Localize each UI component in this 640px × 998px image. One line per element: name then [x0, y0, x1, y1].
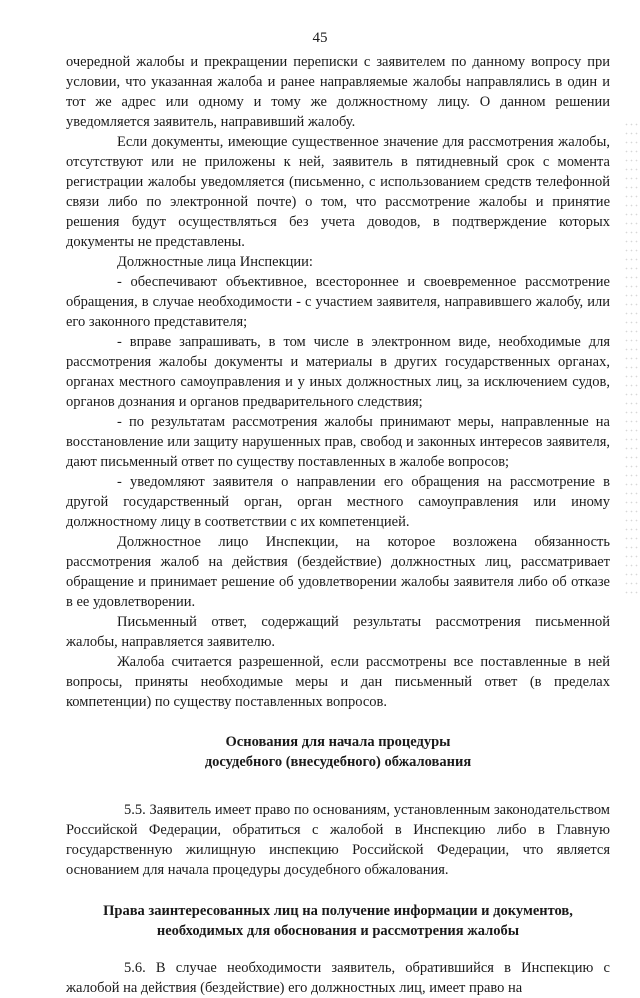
page-number: 45: [312, 30, 328, 46]
scan-noise: [624, 120, 638, 600]
paragraph-written-reply: Письменный ответ, содержащий результаты рассмотрения письменной жалобы, направляется заявителю.: [66, 614, 610, 650]
list-item-ensure-review: - обеспечивают объективное, всестороннее и своевременное рассмотрение обращения, в случае необходимости - с участием заявителя, направившего жалобу, или его законного представителя;: [66, 274, 610, 330]
document-body: [66, 52, 610, 998]
section-heading-grounds: Основания для начала процедуры: [225, 734, 451, 750]
list-item-request-documents: - вправе запрашивать, в том числе в электронном виде, необходимые для рассмотрения жалобы документы и материалы в других государственных органах, органах местного самоуправления и у иных должностных лиц, за исключением судов, органов дознания и органов предварительного следствия;: [66, 334, 610, 410]
paragraph-officials-intro: Должностные лица Инспекции:: [117, 254, 313, 270]
paragraph-missing-documents: Если документы, имеющие существенное значение для рассмотрения жалобы, отсутствуют или не приложены к ней, заявитель в пятидневный срок с момента регистрации жалобы уведомляется (письменно, с использованием средств телефонной связи либо по электронной почте) о том, что рассмотрение жалобы и принятие решения будут осуществляться без учета доводов, в подтверждение которых документы не представлены.: [66, 134, 610, 250]
paragraph-continuation: очередной жалобы и прекращении переписки с заявителем по данному вопросу при условии, что указанная жалоба и ранее направляемые жалобы направлялись в один и тот же адрес или одному и тому же должностному лицу. О данном решении уведомляется заявитель, направивший жалобу.: [66, 54, 610, 130]
list-item-take-measures: - по результатам рассмотрения жалобы принимают меры, направленные на восстановление или защиту нарушенных прав, свобод и законных интересов заявителя, дают письменный ответ по существу поставленных в жалобе вопросов;: [66, 414, 610, 470]
paragraph-5-5: 5.5. Заявитель имеет право по основаниям, установленным законодательством Российской Федерации, обратиться с жалобой в Инспекцию либо в Главную государственную жилищную инспекцию Российской Федерации, что является основанием для начала процедуры досудебного обжалования.: [66, 802, 610, 878]
section-heading-rights: Права заинтересованных лиц на получение информации и документов,: [103, 903, 573, 919]
paragraph-5-6: 5.6. В случае необходимости заявитель, обратившийся в Инспекцию с жалобой на действия (бездействие) его должностных лиц, имеет право на: [66, 960, 610, 996]
section-heading-grounds-line2: досудебного (внесудебного) обжалования: [204, 754, 472, 770]
paragraph-responsible-official: Должностное лицо Инспекции, на которое возложена обязанность рассмотрения жалоб на действия (бездействие) должностных лиц, рассматривает обращение и принимает решение об удовлетворении жалобы заявителя либо об отказе в ее удовлетворении.: [66, 534, 610, 610]
list-item-notify-redirect: - уведомляют заявителя о направлении его обращения на рассмотрение в другой государственный орган, орган местного самоуправления или иному должностному лицу в соответствии с их компетенцией.: [66, 474, 610, 530]
paragraph-complaint-resolved: Жалоба считается разрешенной, если рассмотрены все поставленные в ней вопросы, приняты необходимые меры и дан письменный ответ (в пределах компетенции) по существу поставленных вопросов.: [66, 654, 610, 710]
section-heading-rights-line2: необходимых для обоснования и рассмотрения жалобы: [156, 923, 520, 939]
